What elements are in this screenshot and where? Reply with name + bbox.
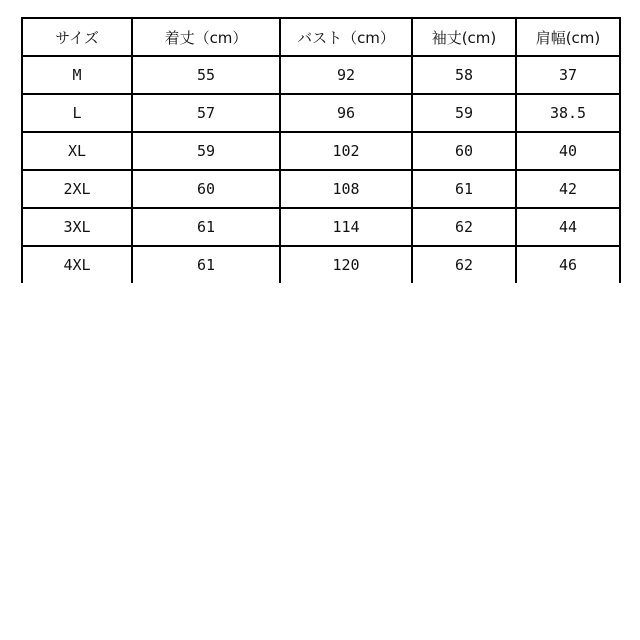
header-row bbox=[22, 18, 620, 56]
table-row bbox=[22, 94, 620, 132]
bust-cell: 108 bbox=[280, 170, 412, 208]
sleeve-cell: 62 bbox=[412, 246, 516, 283]
length-cell: 59 bbox=[132, 132, 280, 170]
table-row bbox=[22, 246, 620, 283]
sleeve-cell: 61 bbox=[412, 170, 516, 208]
size-cell: 3XL bbox=[22, 208, 132, 246]
header-bust: バスト（cm） bbox=[280, 18, 412, 56]
shoulder-cell: 44 bbox=[516, 208, 620, 246]
size-cell: 4XL bbox=[22, 246, 132, 283]
sleeve-cell: 59 bbox=[412, 94, 516, 132]
bust-cell: 114 bbox=[280, 208, 412, 246]
shoulder-cell: 46 bbox=[516, 246, 620, 283]
table-row bbox=[22, 170, 620, 208]
sleeve-cell: 62 bbox=[412, 208, 516, 246]
shoulder-cell: 40 bbox=[516, 132, 620, 170]
size-cell: M bbox=[22, 56, 132, 94]
table-row bbox=[22, 132, 620, 170]
shoulder-cell: 38.5 bbox=[516, 94, 620, 132]
length-cell: 61 bbox=[132, 208, 280, 246]
size-cell: 2XL bbox=[22, 170, 132, 208]
header-length: 着丈（cm） bbox=[132, 18, 280, 56]
table-row bbox=[22, 208, 620, 246]
sleeve-cell: 60 bbox=[412, 132, 516, 170]
bust-cell: 102 bbox=[280, 132, 412, 170]
shoulder-cell: 37 bbox=[516, 56, 620, 94]
header-size: サイズ bbox=[22, 18, 132, 56]
shoulder-cell: 42 bbox=[516, 170, 620, 208]
bust-cell: 120 bbox=[280, 246, 412, 283]
length-cell: 61 bbox=[132, 246, 280, 283]
table-row bbox=[22, 56, 620, 94]
size-cell: XL bbox=[22, 132, 132, 170]
header-shoulder: 肩幅(cm) bbox=[516, 18, 620, 56]
length-cell: 55 bbox=[132, 56, 280, 94]
length-cell: 57 bbox=[132, 94, 280, 132]
sleeve-cell: 58 bbox=[412, 56, 516, 94]
header-sleeve: 袖丈(cm) bbox=[412, 18, 516, 56]
size-chart-table bbox=[21, 17, 621, 283]
length-cell: 60 bbox=[132, 170, 280, 208]
size-cell: L bbox=[22, 94, 132, 132]
bust-cell: 96 bbox=[280, 94, 412, 132]
bust-cell: 92 bbox=[280, 56, 412, 94]
